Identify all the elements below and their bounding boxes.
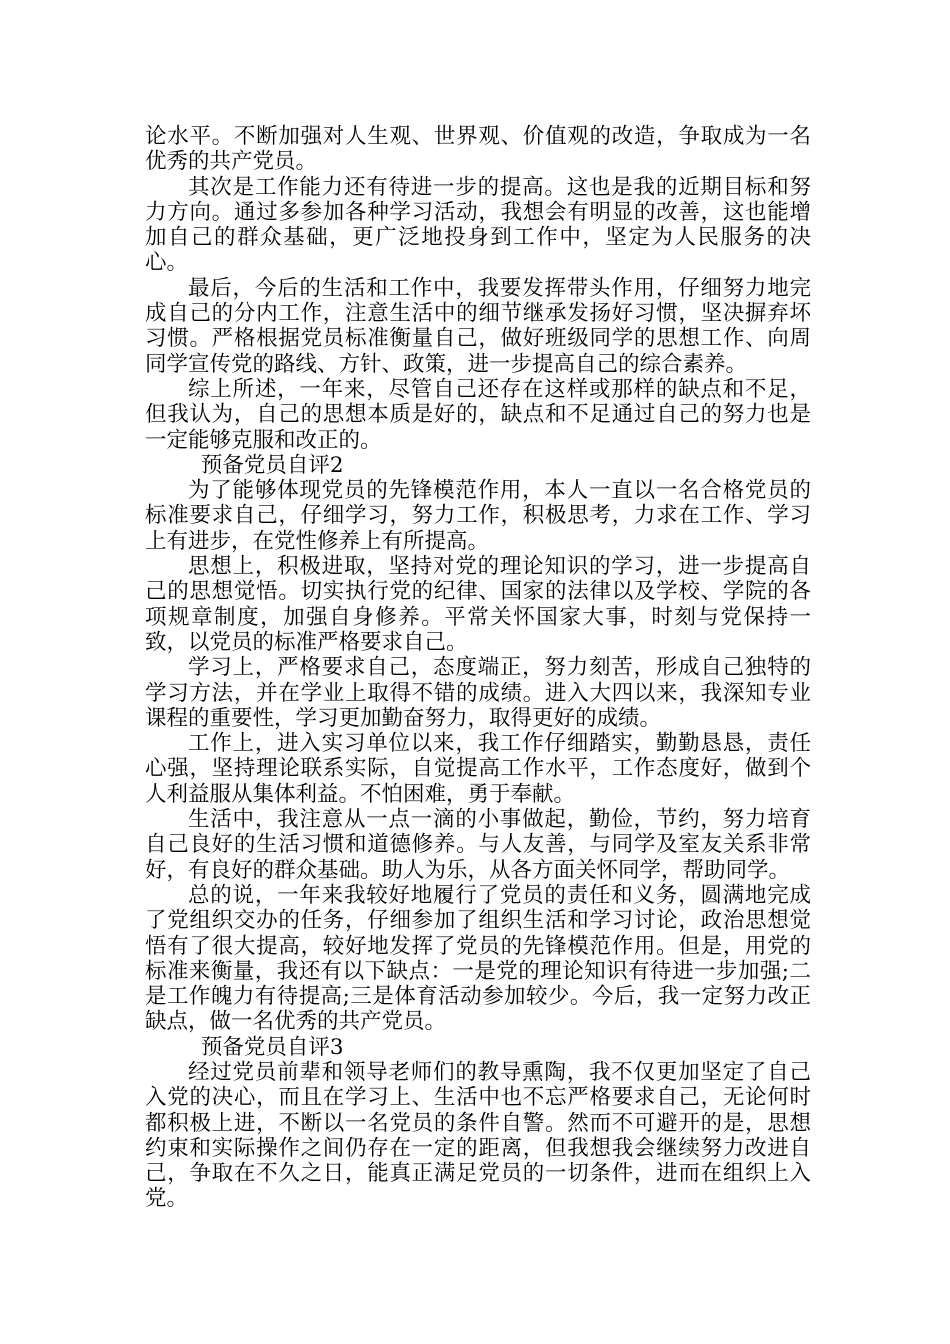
paragraph-work: 工作上，进入实习单位以来，我工作仔细踏实，勤勤恳恳，责任心强，坚持理论联系实际，自觉提高工作水平，工作态度好，做到个人利益服从集体利益。不怕困难，勇于奉献。 — [145, 731, 811, 807]
section-heading-2: 预备党员自评2 — [200, 452, 344, 478]
paragraph-thought: 思想上，积极进取，坚持对党的理论知识的学习，进一步提高自己的思想觉悟。切实执行党的纪律、国家的法律以及学校、学院的各项规章制度，加强自身修养。平常关怀国家大事，时刻与党保持一致，以党员的标准严格要求自己。 — [145, 554, 811, 655]
section-heading-3: 预备党员自评3 — [200, 1034, 344, 1060]
document-body — [145, 124, 811, 1212]
paragraph-conclusion-2: 总的说，一年来我较好地履行了党员的责任和义务，圆满地完成了党组织交办的任务，仔细参加了组织生活和学习讨论，政治思想觉悟有了很大提高，较好地发挥了党员的先锋模范作用。但是，用党的标准来衡量，我还有以下缺点：一是党的理论知识有待进一步加强;二是工作魄力有待提高;三是体育活动参加较少。今后，我一定努力改正缺点，做一名优秀的共产党员。 — [145, 882, 811, 1035]
paragraph-study: 学习上，严格要求自己，态度端正，努力刻苦，形成自己独特的学习方法，并在学业上取得不错的成绩。进入大四以来，我深知专业课程的重要性，学习更加勤奋努力，取得更好的成绩。 — [145, 655, 811, 731]
paragraph-intro-3: 经过党员前辈和领导老师们的教导熏陶，我不仅更加坚定了自己入党的决心，而且在学习上、生活中也不忘严格要求自己，无论何时都积极上进，不断以一名党员的条件自警。然而不可避开的是，思想约束和实际操作之间仍存在一定的距离，但我想我会继续努力改进自己，争取在不久之日，能真正满足党员的一切条件，进而在组织上入党。 — [145, 1059, 811, 1212]
paragraph-summary: 综上所述，一年来，尽管自己还存在这样或那样的缺点和不足，但我认为，自己的思想本质是好的，缺点和不足通过自己的努力也是一定能够克服和改正的。 — [145, 376, 811, 453]
paragraph-work-ability: 其次是工作能力还有待进一步的提高。这也是我的近期目标和努力方向。通过多参加各种学习活动，我想会有明显的改善，这也能增加自己的群众基础，更广泛地投身到工作中，坚定为人民服务的决心。 — [145, 174, 811, 276]
paragraph-continuation: 论水平。不断加强对人生观、世界观、价值观的改造，争取成为一名优秀的共产党员。 — [145, 124, 811, 175]
paragraph-finally: 最后，今后的生活和工作中，我要发挥带头作用，仔细努力地完成自己的分内工作，注意生活中的细节继承发扬好习惯，坚决摒弃坏习惯。严格根据党员标准衡量自己，做好班级同学的思想工作、向周同学宣传党的路线、方针、政策，进一步提高自己的综合素养。 — [145, 275, 811, 377]
paragraph-life: 生活中，我注意从一点一滴的小事做起，勤俭，节约，努力培育自己良好的生活习惯和道德修养。与人友善，与同学及室友关系非常好，有良好的群众基础。助人为乐，从各方面关怀同学，帮助同学。 — [145, 807, 811, 883]
paragraph-intro-2: 为了能够体现党员的先锋模范作用，本人一直以一名合格党员的标准要求自己，仔细学习，努力工作，积极思考，力求在工作、学习上有进步，在党性修养上有所提高。 — [145, 478, 811, 554]
